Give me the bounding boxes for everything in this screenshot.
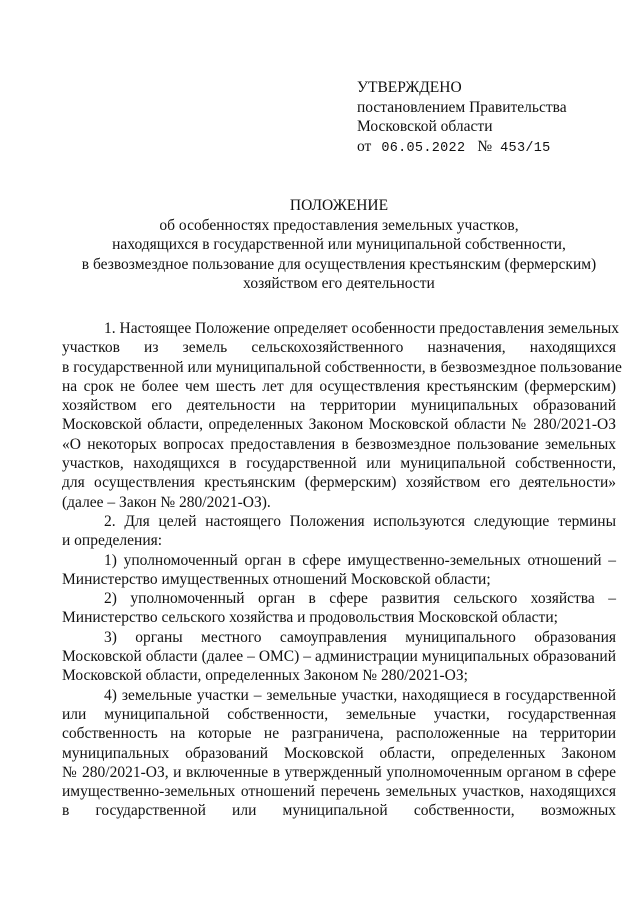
approval-region-line: Московской области (357, 118, 493, 135)
paragraph-line: Министерство сельского хозяйства и продовольствия Московской области; (62, 609, 558, 627)
definition-item-4 (62, 686, 616, 821)
paragraph-line: 4) земельные участки – земельные участки, находящиеся в государственной (104, 686, 616, 704)
paragraph-2 (62, 512, 616, 551)
paragraph-line: в государственной или муниципальной собственности, в безвозмездное пользование (62, 358, 622, 376)
from-label: от (357, 137, 372, 155)
paragraph-line: Московской области (далее – ОМС) – администрации муниципальных образований (62, 648, 616, 666)
definition-item-1 (62, 551, 616, 590)
paragraph-line: Министерство имущественных отношений Московской области; (62, 570, 491, 588)
paragraph-line: в государственной или муниципальной собственности, возможных (62, 802, 616, 820)
paragraph-line: (далее – Закон № 280/2021-ОЗ). (62, 493, 271, 511)
title-line-3: находящихся в государственной или муниципальной собственности, (112, 236, 566, 253)
definition-item-2 (62, 589, 616, 628)
paragraph-line: Московской области, определенных Законом Московской области № 280/2021-ОЗ (62, 416, 616, 434)
paragraph-1 (62, 319, 622, 512)
approval-stamp (357, 78, 567, 158)
paragraph-line: Московской области, определенных Законом № 280/2021-ОЗ; (62, 667, 468, 685)
paragraph-line: или муниципальной собственности, земельные участки, государственная (62, 705, 616, 723)
title-line-2: об особенностях предоставления земельных участков, (159, 216, 519, 234)
paragraph-line: имущественно-земельных отношений перечень земельных участков, находящихся (62, 783, 616, 801)
approval-decree-line: постановлением Правительства (357, 98, 567, 116)
decree-date: 06.05.2022 (381, 140, 466, 156)
number-sign: № (477, 137, 493, 155)
paragraph-line: 1. Настоящее Положение определяет особенности предоставления земельных (104, 320, 619, 337)
paragraph-line: на срок не более чем шесть лет для осуществления крестьянским (фермерским) (62, 377, 616, 395)
title-line-4: в безвозмездное пользование для осуществления крестьянским (фермерским) (81, 255, 597, 273)
paragraph-line: 2) уполномоченный орган в сфере развития сельского хозяйства – (104, 590, 616, 608)
paragraph-line: и определения: (62, 532, 163, 550)
paragraph-line: собственность на которые не разграничена, расположенные на территории (62, 725, 616, 743)
paragraph-line: муниципальных образований Московской области, определенных Законом (62, 744, 616, 762)
title-heading: ПОЛОЖЕНИЕ (289, 197, 389, 214)
paragraph-line: «О некоторых вопросах предоставления в безвозмездное пользование земельных (62, 435, 616, 453)
document-body (62, 319, 622, 821)
paragraph-line: хозяйством его деятельности на территории муниципальных образований (62, 397, 616, 415)
definition-item-3 (62, 628, 616, 686)
approval-date-number-line (357, 137, 567, 159)
paragraph-line: участков, находящихся в государственной или муниципальной собственности, (62, 455, 616, 473)
title-line-5: хозяйством его деятельности (243, 275, 435, 292)
paragraph-line: для осуществления крестьянским (фермерским) хозяйством его деятельности» (62, 474, 616, 492)
paragraph-line: 3) органы местного самоуправления муниципального образования (104, 628, 616, 646)
decree-number: 453/15 (500, 140, 551, 156)
paragraph-line: участков из земель сельскохозяйственного назначения, находящихся (62, 339, 616, 357)
paragraph-line: 1) уполномоченный орган в сфере имущественно-земельных отношений – (104, 551, 616, 569)
document-title (62, 196, 616, 294)
paragraph-line: 2. Для целей настоящего Положения используются следующие термины (104, 512, 616, 530)
approval-heading: УТВЕРЖДЕНО (357, 79, 462, 96)
paragraph-line: № 280/2021-ОЗ, и включенные в утвержденный уполномоченным органом в сфере (62, 763, 616, 781)
